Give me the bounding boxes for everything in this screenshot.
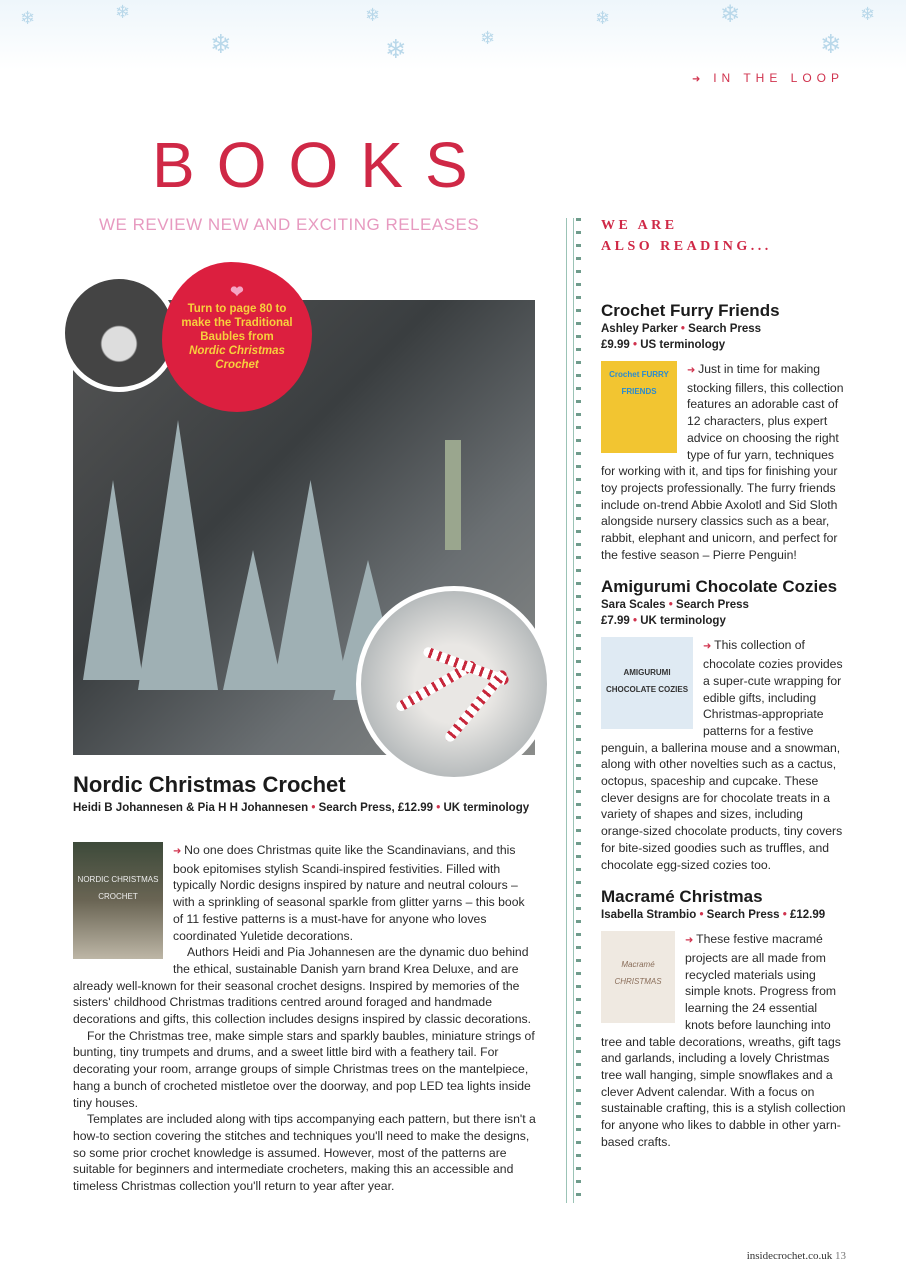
book-description: ➜ Just in time for making stocking fillers, this collection features an adorable cast of 12 characters, plus expert advice on choosing the right type of fur yarn, techniques for working with it, and tips for finishing your toy projects professionally. The furry friends include on-trend Abbie Axolotl and Sid Sloth alongside nursery classics such as a bear, rabbit, elephant and unicorn, and perfect for the festive season – Pierre Penguin! [601,362,844,562]
arrow-icon: ➜ [692,74,714,85]
book-meta: Ashley Parker • Search Press £9.99 • US terminology [601,323,762,351]
candy-cane-photo [356,586,552,782]
book-review [601,887,848,1150]
badge-book: Nordic Christmas Crochet [189,345,285,371]
page-subtitle: WE REVIEW NEW AND EXCITING RELEASES [99,215,480,234]
review-meta: Heidi B Johannesen & Pia H H Johannesen • Search Press, £12.99 • UK terminology [73,802,530,814]
review-paragraph: Authors Heidi and Pia Johannesen are the dynamic duo behind the ethical, sustainable Danish yarn brand Krea Deluxe, and are already well-known for their seasonal crochet designs. Inspired by memories of the sisters' childhood Christmas traditions centred around foraged and handmade decorations and gifts, this collection includes designs inspired by classic decorations. [73,945,531,1027]
snowflake-icon: ❄ [385,35,407,65]
snowflake-icon: ❄ [820,30,842,60]
review-title: Nordic Christmas Crochet [73,772,346,797]
book-title: Crochet Furry Friends [601,301,780,320]
snowflake-icon: ❄ [365,5,381,26]
snowflake-banner [0,0,906,70]
arrow-icon: ➜ [173,846,185,857]
book-cover: AMIGURUMI CHOCOLATE COZIES [601,637,693,729]
book-description: ➜ These festive macramé projects are all made from recycled materials using simple knots. Progress from learning the 24 essential knots before launching into tree and table decorations, wreaths, gift tags and garlands, including a lovely Christmas tree wall hanging, simple snowflakes and a clever Advent calendar. With a focus on sustainable crafting, this is a stylish collection for anyone who likes to dabble in other yarn-based crafts. [601,932,846,1149]
book-meta: Isabella Strambio • Search Press • £12.99 [601,909,826,922]
authors: Heidi B Johannesen & Pia H H Johannesen [73,802,309,814]
book-title: Amigurumi Chocolate Cozies [601,577,838,597]
page-footer [747,1250,846,1262]
book-review [601,301,848,563]
review-paragraph: Templates are included along with tips accompanying each pattern, but there isn't a how-to section covering the stitches and techniques you'll need to make the designs, so some prior crochet knowledge is assumed. However, most of the patterns are suitable for beginners and intermediate crocheters, making this an accessible and timeless Christmas collection you'll return to year after year. [73,1112,536,1194]
book-cover: Macramé CHRISTMAS [601,931,675,1023]
snowflake-icon: ❄ [860,4,876,25]
review-paragraph: For the Christmas tree, make simple stars and sparkly baubles, miniature strings of bunting, tiny trumpets and drums, and a sweet little bird with a feathery tail. For decorating your room, arrange groups of simple Christmas trees on the mantelpiece, hang a bunch of crocheted mistletoe over the doorway, and pop LED tea lights inside tiny houses. [73,1028,535,1110]
review-paragraph: ➜ No one does Christmas quite like the Scandinavians, and this book epitomises stylish Scandi-inspired festivities. Filled with typically Nordic designs inspired by nature and neutral colours – with a sprinkling of seasonal sparkle from glitter yarns – this book of 11 festive patterns is a must-have for anyone who loves coordinated Yuletide decorations. [173,843,525,943]
section-label-text: IN THE LOOP [713,71,844,85]
also-reading-sidebar [601,215,848,1164]
book-cover [73,842,163,959]
section-label [692,71,844,85]
book-title: Macramé Christmas [601,887,763,907]
badge-text: Turn to page 80 to make the Traditional Baubles from [181,303,293,343]
cover-title: NORDIC CHRISTMAS CROCHET [77,875,159,901]
book-review [601,577,848,873]
snowflake-icon: ❄ [210,30,232,60]
snowflake-icon: ❄ [480,28,496,49]
sidebar-heading: WE ARE ALSO READING... [601,218,772,254]
heart-icon: ❤ [230,284,244,301]
snowflake-icon: ❄ [115,2,131,23]
page-reference-badge [162,262,312,412]
page-title: BOOKS [152,129,490,201]
book-description: ➜ This collection of chocolate cozies provides a super-cute wrapping for edible gifts, including Christmas-appropriate patterns for a festive penguin, a ballerina mouse and a snowman, along with other novelties such as a cactus, octopus, spaceship and cupcake. These clever designs are for chocolate treats in a variety of shapes and sizes, including orange-sized chocolate products, tiny covers for bite-sized goodies such as truffles, and chocolate egg-sized cozies too. [601,638,843,872]
snowflake-icon: ❄ [595,8,611,29]
book-cover: Crochet FURRY FRIENDS [601,361,677,453]
bauble-photo [60,274,178,392]
publisher-price: Search Press, £12.99 [318,802,434,814]
book-meta: Sara Scales • Search Press £7.99 • UK terminology [601,599,749,628]
terminology: UK terminology [443,802,530,814]
column-divider [566,218,580,1203]
snowflake-icon: ❄ [20,8,36,29]
main-review [73,772,538,1195]
snowflake-icon: ❄ [720,0,741,28]
page-number: 13 [835,1250,846,1262]
website: insidecrochet.co.uk [746,1250,833,1262]
